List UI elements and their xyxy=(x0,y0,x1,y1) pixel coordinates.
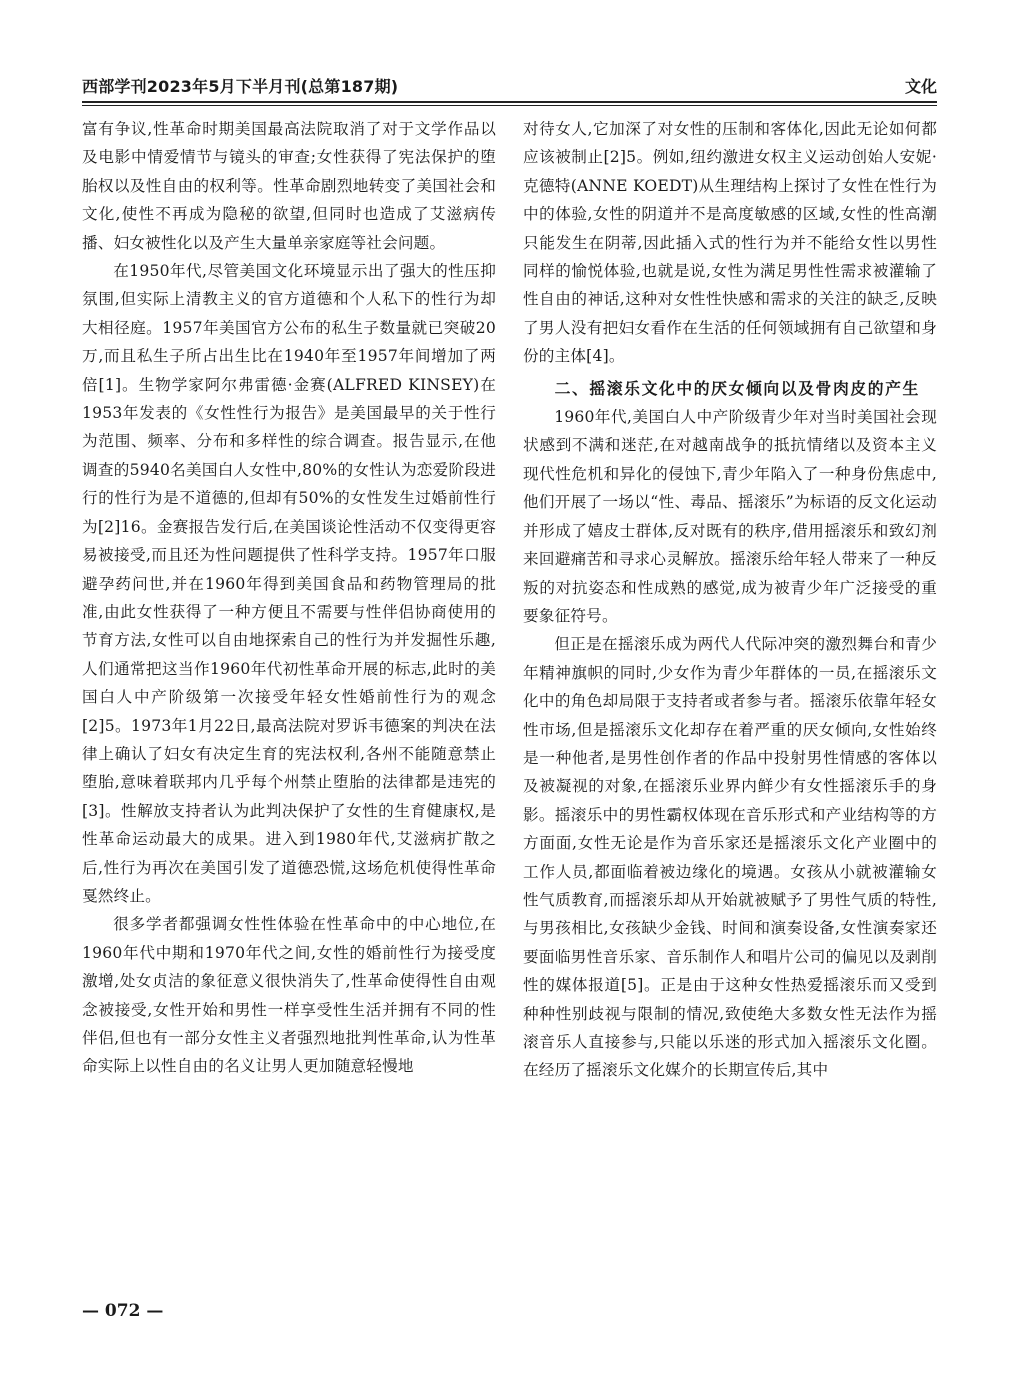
paragraph: 在1950年代,尽管美国文化环境显示出了强大的性压抑氛围,但实际上清教主义的官方道德和个人私下的性行为却大相径庭。1957年美国官方公布的私生子数量就已突破20万,而且私生子所占出生比在1940年至1957年间增加了两倍[1]。生物学家阿尔弗雷德·金赛(ALFRED KINSEY)在1953年发表的《女性性行为报告》是美国最早的关于性行为范围、频率、分布和多样性的综合调查。报告显示,在他调查的5940名美国白人女性中,80%的女性认为恋爱阶段进行的性行为是不道德的,但却有50%的女性发生过婚前性行为[2]16。金赛报告发行后,在美国谈论性活动不仅变得更容易被接受,而且还为性问题提供了性科学支持。1957年口服避孕药问世,并在1960年得到美国食品和药物管理局的批准,由此女性获得了一种方便且不需要与性伴侣协商使用的节育方法,女性可以自由地探索自己的性行为并发掘性乐趣,人们通常把这当作1960年代初性革命开展的标志,此时的美国白人中产阶级第一次接受年轻女性婚前性行为的观念[2]5。1973年1月22日,最高法院对罗诉韦德案的判决在法律上确认了妇女有决定生育的宪法权利,各州不能随意禁止堕胎,意味着联邦内几乎每个州禁止堕胎的法律都是违宪的[3]。性解放支持者认为此判决保护了女性的生育健康权,是性革命运动最大的成果。进入到1980年代,艾滋病扩散之后,性行为再次在美国引发了道德恐慌,这场危机使得性革命戛然终止。 xyxy=(82,262,496,905)
header-rule-thin xyxy=(82,105,937,106)
paragraph: 很多学者都强调女性性体验在性革命中的中心地位,在1960年代中期和1970年代之间,女性的婚前性行为接受度激增,处女贞洁的象征意义很快消失了,性革命使得性自由观念被接受,女性开始和男性一样享受性生活并拥有不同的性伴侣,但也有一部分女性主义者强烈地批判性革命,认为性革命实际上以性自由的名义让男人更加随意轻慢地 xyxy=(82,915,496,1076)
left-column xyxy=(82,115,496,1081)
paragraph: 对待女人,它加深了对女性的压制和客体化,因此无论如何都应该被制止[2]5。例如,纽约激进女权主义运动创始人安妮·克德特(ANNE KOEDT)从生理结构上探讨了女性在性行为中的体验,女性的阴道并不是高度敏感的区域,女性的性高潮只能发生在阴蒂,因此插入式的性行为并不能给女性以男性同样的愉悦体验,也就是说,女性为满足男性性需求被灌输了性自由的神话,这种对女性性快感和需求的关注的缺乏,反映了男人没有把妇女看作在生活的任何领域拥有自己欲望和身份的主体[4]。 xyxy=(523,120,937,366)
paragraph: 但正是在摇滚乐成为两代人代际冲突的激烈舞台和青少年精神旗帜的同时,少女作为青少年群体的一员,在摇滚乐文化中的角色却局限于支持者或者参与者。摇滚乐依靠年轻女性市场,但是摇滚乐文化却存在着严重的厌女倾向,女性始终是一种他者,是男性创作者的作品中投射男性情感的客体以及被凝视的对象,在摇滚乐业界内鲜少有女性摇滚乐手的身影。摇滚乐中的男性霸权体现在音乐形式和产业结构等的方方面面,女性无论是作为音乐家还是摇滚乐文化产业圈中的工作人员,都面临着被边缘化的境遇。女孩从小就被灌输女性气质教育,而摇滚乐却从开始就被赋予了男性气质的特性,与男孩相比,女孩缺少金钱、时间和演奏设备,女性演奏家还要面临男性音乐家、音乐制作人和唱片公司的偏见以及剥削性的媒体报道[5]。正是由于这种女性热爱摇滚乐而又受到种种性别歧视与限制的情况,致使绝大多数女性无法作为摇滚音乐人直接参与,只能以乐迷的形式加入摇滚乐文化圈。在经历了摇滚乐文化媒介的长期宣传后,其中 xyxy=(523,635,937,1080)
page-number: — 072 — xyxy=(82,1301,164,1321)
running-header xyxy=(82,70,937,102)
right-column xyxy=(523,115,937,1085)
section-label: 文化 xyxy=(904,77,937,96)
section-heading: 二、摇滚乐文化中的厌女倾向以及骨肉皮的产生 xyxy=(554,378,920,398)
paragraph: 富有争议,性革命时期美国最高法院取消了对于文学作品以及电影中情爱情节与镜头的审查;女性获得了宪法保护的堕胎权以及性自由的权利等。性革命剧烈地转变了美国社会和文化,使性不再成为隐秘的欲望,但同时也造成了艾滋病传播、妇女被性化以及产生大量单亲家庭等社会问题。 xyxy=(82,120,496,252)
paragraph: 1960年代,美国白人中产阶级青少年对当时美国社会现状感到不满和迷茫,在对越南战争的抵抗情绪以及资本主义现代性危机和异化的侵蚀下,青少年陷入了一种身份焦虑中,他们开展了一场以“性、毒品、摇滚乐”为标语的反文化运动并形成了嬉皮士群体,反对既有的秩序,借用摇滚乐和致幻剂来回避痛苦和寻求心灵解放。摇滚乐给年轻人带来了一种反叛的对抗姿态和性成熟的感觉,成为被青少年广泛接受的重要象征符号。 xyxy=(523,408,937,625)
header-rule-thick xyxy=(82,101,937,103)
journal-title: 西部学刊2023年5月下半月刊(总第187期) xyxy=(82,77,399,96)
